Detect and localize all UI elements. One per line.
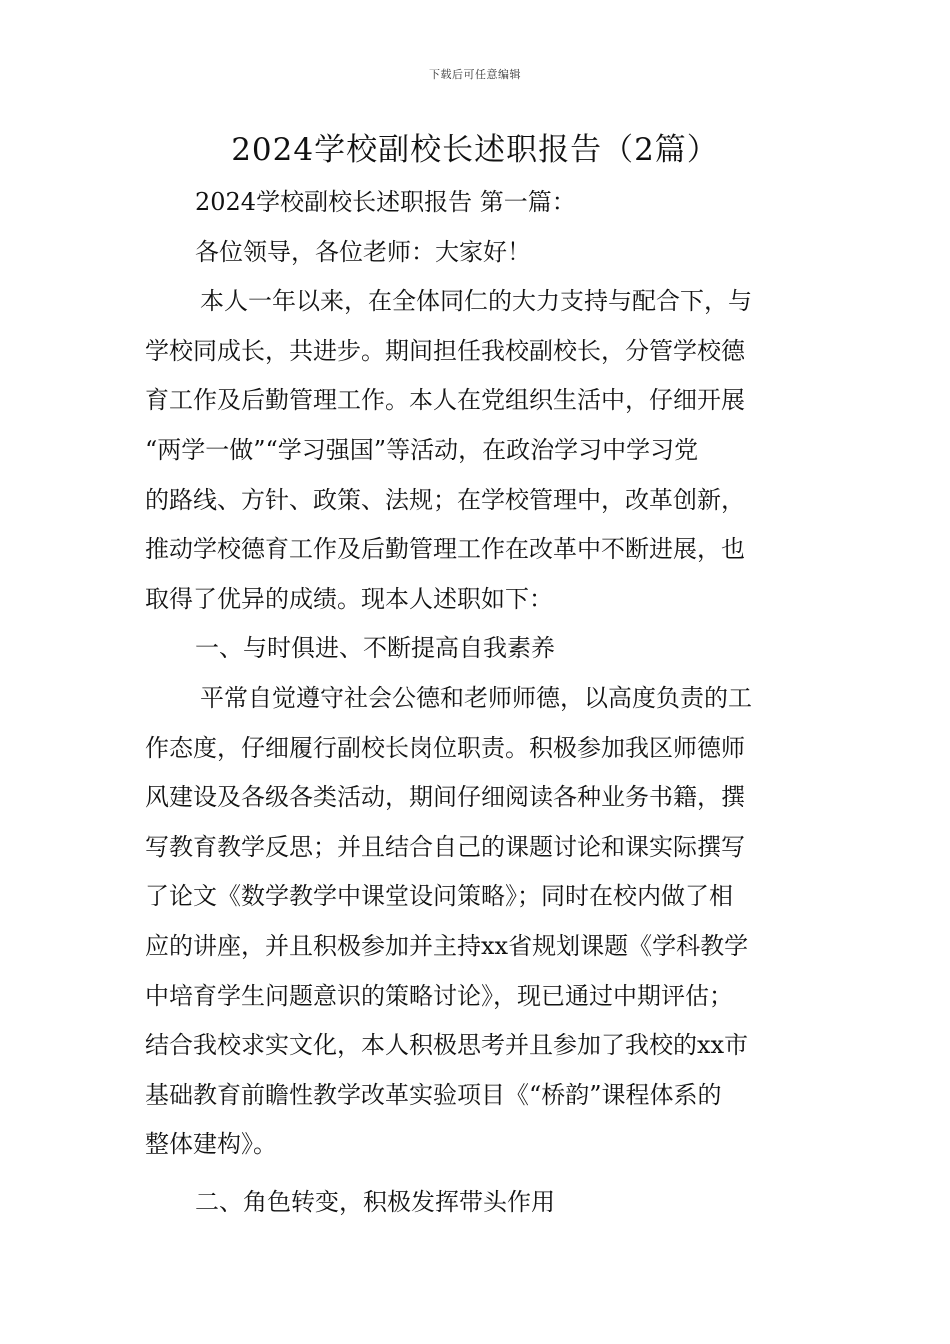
paragraph-line: 风建设及各级各类活动，期间仔细阅读各种业务书籍，撰: [145, 783, 745, 812]
paragraph-line: 学校同成长，共进步。期间担任我校副校长，分管学校德: [145, 336, 745, 365]
paragraph-line: 本人一年以来，在全体同仁的大力支持与配合下，与: [200, 287, 752, 316]
paragraph-line: 基础教育前瞻性教学改革实验项目《“桥韵”课程体系的: [145, 1080, 722, 1109]
paragraph-line: 写教育教学反思；并且结合自己的课题讨论和课实际撰写: [145, 832, 745, 861]
paragraph-line: 中培育学生问题意识的策略讨论》，现已通过中期评估；: [145, 981, 733, 1010]
greeting-line: 各位领导，各位老师：大家好！: [195, 237, 531, 266]
document-body: [145, 178, 810, 1227]
paragraph-line: 推动学校德育工作及后勤管理工作在改革中不断进展，也: [145, 535, 745, 564]
paragraph-line: 的路线、方针、政策、法规；在学校管理中，改革创新，: [145, 485, 745, 514]
paragraph-line: 育工作及后勤管理工作。本人在党组织生活中，仔细开展: [145, 386, 745, 415]
subsection-heading: 一、与时俱进、不断提高自我素养: [195, 634, 555, 663]
paragraph-line: 取得了优异的成绩。现本人述职如下：: [145, 584, 553, 613]
paragraph-line: “两学一做”“学习强国”等活动，在政治学习中学习党: [145, 435, 699, 464]
subsection-heading: 二、角色转变，积极发挥带头作用: [195, 1187, 555, 1216]
paragraph-line: 整体建构》。: [145, 1130, 277, 1159]
paragraph-line: 结合我校求实文化，本人积极思考并且参加了我校的xx市: [145, 1031, 749, 1060]
section-heading: 2024学校副校长述职报告 第一篇：: [195, 188, 576, 216]
paragraph-line: 应的讲座，并且积极参加并主持xx省规划课题《学科教学: [145, 931, 749, 960]
paragraph-line: 平常自觉遵守社会公德和老师师德，以高度负责的工: [200, 683, 752, 712]
header-note: 下载后可任意编辑: [429, 68, 521, 81]
paragraph-line: 了论文《数学教学中课堂设问策略》；同时在校内做了相: [145, 882, 733, 911]
document-title: 2024学校副校长述职报告（2篇）: [231, 132, 719, 168]
paragraph-line: 作态度，仔细履行副校长岗位职责。积极参加我区师德师: [145, 733, 745, 762]
